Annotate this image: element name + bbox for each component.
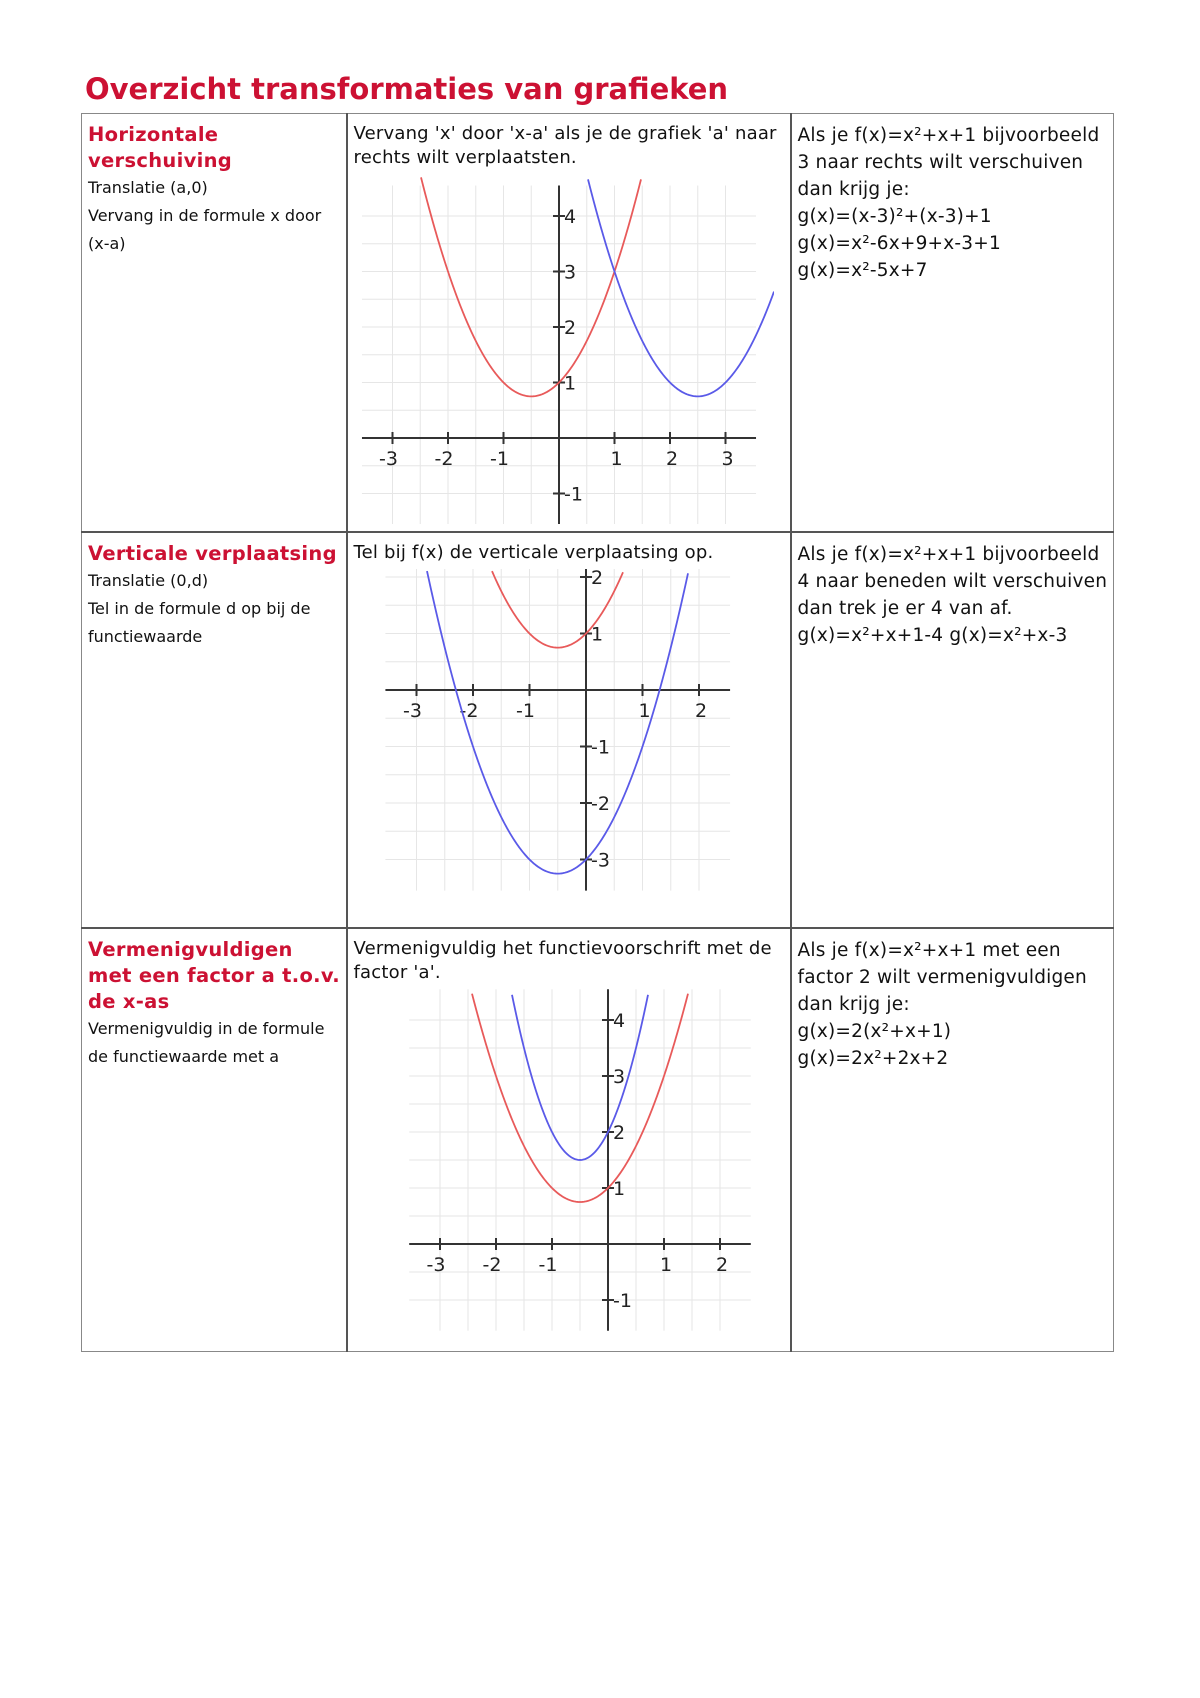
- graph-vertical-stretch: [354, 989, 774, 1339]
- page-title: Overzicht transformaties van grafieken: [85, 72, 729, 106]
- y-tick-label: 1: [612, 1177, 625, 1200]
- row-heading: Horizontale verschuiving: [88, 123, 233, 172]
- row-sub-line: Vermenigvuldig in de formule de functiewaarde met a: [88, 1018, 325, 1066]
- example-cell: [791, 928, 1114, 1352]
- y-tick-label: 4: [612, 1009, 625, 1032]
- y-tick-label: 2: [590, 568, 603, 589]
- example-text: Als je f(x)=x²+x+1 bijvoorbeeld 3 naar rechts wilt verschuiven dan krijg je:: [797, 125, 1100, 200]
- y-tick-label: 3: [563, 261, 576, 284]
- row-sub-line: Vervang in de formule x door (x-a): [88, 206, 322, 253]
- curve-series: [588, 179, 774, 396]
- x-tick-label: -2: [434, 448, 453, 470]
- example-formula: g(x)=2x²+2x+2: [797, 1047, 949, 1069]
- row-sub-line: Translatie (a,0): [88, 178, 208, 197]
- x-tick-label: -1: [515, 699, 535, 722]
- y-tick-label: 4: [563, 206, 576, 228]
- x-tick-label: 1: [609, 448, 623, 470]
- graph-vertical-shift: [354, 569, 774, 914]
- row-label-cell: [82, 114, 347, 532]
- example-cell: [791, 114, 1114, 532]
- row-label-cell: [82, 928, 347, 1352]
- x-tick-label: -3: [402, 699, 422, 722]
- y-tick-label: -1: [563, 483, 583, 506]
- y-tick-label: 2: [612, 1121, 625, 1144]
- x-tick-label: -3: [378, 448, 398, 470]
- row-description: Tel bij f(x) de verticale verplaatsing op.: [353, 541, 714, 563]
- table-row: [82, 928, 1114, 1352]
- row-heading: Verticale verplaatsing: [88, 541, 337, 565]
- row-heading: Vermenigvuldigen met een factor a t.o.v. de x-as: [88, 937, 341, 1013]
- example-formula: g(x)=x²+x+1-4 g(x)=x²+x-3: [797, 624, 1068, 646]
- x-tick-label: 3: [720, 448, 734, 470]
- example-formula: g(x)=x²-6x+9+x-3+1: [797, 233, 1001, 254]
- x-tick-label: -1: [538, 1253, 557, 1276]
- example-formula: g(x)=x²-5x+7: [797, 260, 928, 281]
- x-tick-label: 1: [637, 699, 651, 722]
- x-tick-label: -2: [459, 699, 478, 722]
- graph-cell: [347, 928, 791, 1352]
- y-tick-label: -1: [612, 1289, 632, 1312]
- y-tick-label: 1: [590, 623, 603, 645]
- x-tick-label: -3: [426, 1253, 445, 1276]
- transformations-table: [81, 113, 1114, 1352]
- example-text: Als je f(x)=x²+x+1 met een factor 2 wilt vermenigvuldigen dan krijg je:: [797, 939, 1087, 1015]
- graph-horizontal-shift: [354, 174, 774, 524]
- y-tick-label: -1: [590, 736, 610, 758]
- y-tick-label: -3: [590, 849, 610, 871]
- example-formula: g(x)=2(x²+x+1): [797, 1020, 952, 1042]
- example-text: Als je f(x)=x²+x+1 bijvoorbeeld 4 naar beneden wilt verschuiven dan trek je er 4 van af.: [797, 543, 1108, 619]
- y-tick-label: 2: [563, 317, 576, 339]
- x-tick-label: -2: [482, 1253, 501, 1276]
- x-tick-label: 1: [659, 1253, 672, 1276]
- x-tick-label: 2: [694, 699, 707, 722]
- row-sub-line: Translatie (0,d): [88, 570, 209, 590]
- graph-cell: [347, 532, 791, 928]
- y-tick-label: 3: [612, 1065, 625, 1088]
- graph-cell: [347, 114, 791, 532]
- x-tick-label: -1: [489, 448, 509, 470]
- table-row: [82, 114, 1114, 532]
- row-label-cell: [82, 532, 347, 928]
- example-cell: [791, 532, 1114, 928]
- y-tick-label: -2: [590, 792, 610, 815]
- y-tick-label: 1: [563, 372, 576, 395]
- row-description: Vermenigvuldig het functievoorschrift met de factor 'a'.: [353, 937, 772, 983]
- table-row: [82, 532, 1114, 928]
- row-sub-line: Tel in de formule d op bij de functiewaarde: [88, 598, 311, 646]
- example-formula: g(x)=(x-3)²+(x-3)+1: [797, 206, 992, 227]
- x-tick-label: 2: [665, 448, 678, 470]
- row-description: Vervang 'x' door 'x-a' als je de grafiek 'a' naar rechts wilt verplaatsten.: [353, 123, 777, 168]
- x-tick-label: 2: [715, 1253, 728, 1276]
